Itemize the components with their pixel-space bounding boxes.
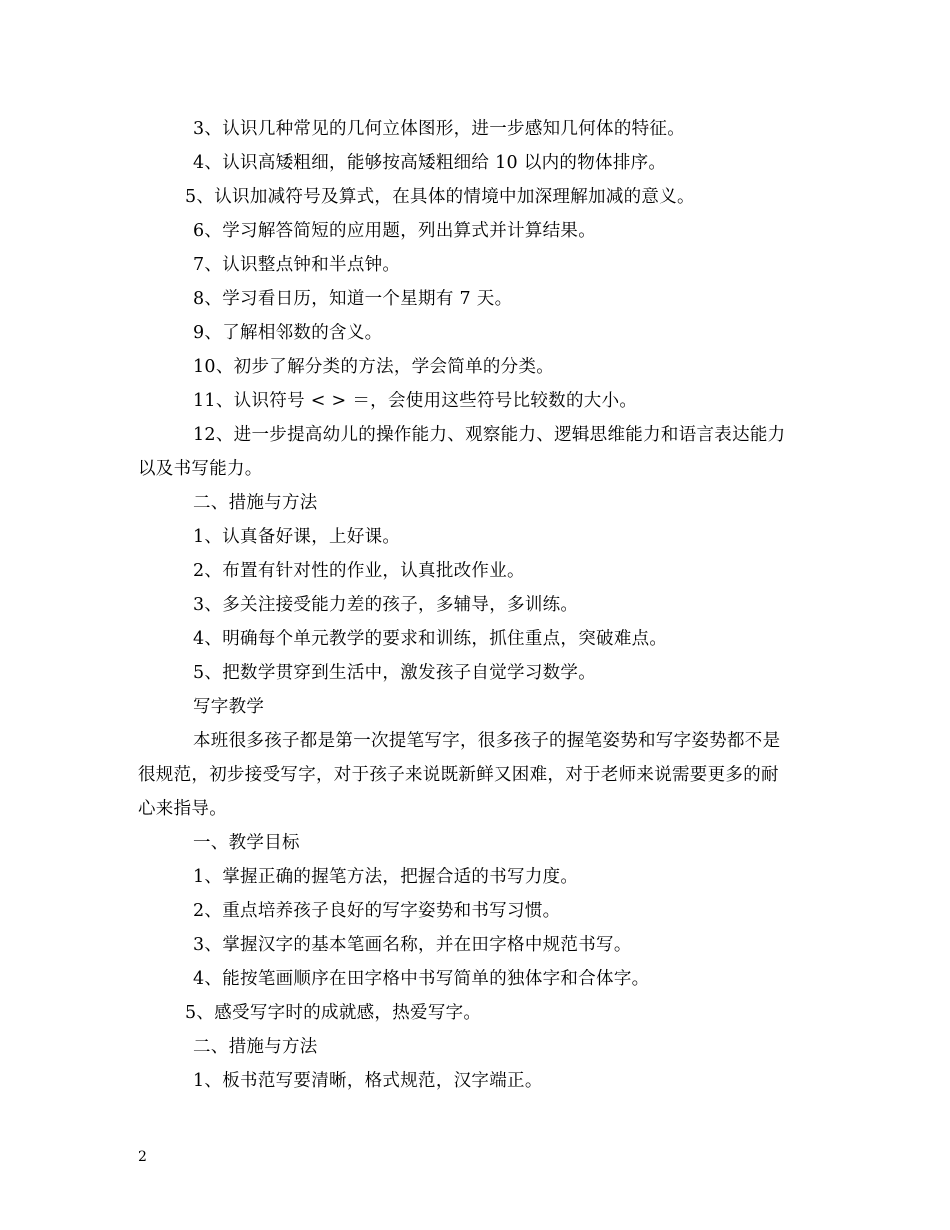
text-line: 6、学习解答简短的应用题，列出算式并计算结果。	[193, 221, 597, 241]
text-line: 5、认识加减符号及算式，在具体的情境中加深理解加减的意义。	[185, 187, 695, 207]
text-line: 5、感受写字时的成就感，热爱写字。	[185, 1003, 482, 1023]
section-heading: 一、教学目标	[193, 833, 300, 853]
text-line: 2、重点培养孩子良好的写字姿势和书写习惯。	[193, 901, 561, 921]
text-line: 12、进一步提高幼儿的操作能力、观察能力、逻辑思维能力和语言表达能力	[193, 425, 786, 445]
text-line: 5、把数学贯穿到生活中，激发孩子自觉学习数学。	[193, 663, 597, 683]
text-line: 4、能按笔画顺序在田字格中书写简单的独体字和合体字。	[193, 969, 650, 989]
text-line: 心来指导。	[138, 799, 227, 819]
text-line: 11、认识符号 < > ＝，会使用这些符号比较数的大小。	[193, 391, 638, 411]
text-line: 1、认真备好课，上好课。	[193, 527, 401, 547]
text-line: 以及书写能力。	[138, 459, 263, 479]
section-heading: 二、措施与方法	[193, 1037, 318, 1057]
text-line: 4、明确每个单元教学的要求和训练，抓住重点，突破难点。	[193, 629, 668, 649]
text-line: 很规范，初步接受写字，对于孩子来说既新鲜又困难，对于老师来说需要更多的耐	[138, 765, 779, 785]
text-line: 2、布置有针对性的作业，认真批改作业。	[193, 561, 525, 581]
text-line: 3、掌握汉字的基本笔画名称，并在田字格中规范书写。	[193, 935, 632, 955]
text-line: 本班很多孩子都是第一次提笔写字，很多孩子的握笔姿势和写字姿势都不是	[193, 731, 781, 751]
text-line: 1、板书范写要清晰，格式规范，汉字端正。	[193, 1071, 543, 1091]
section-heading: 写字教学	[193, 697, 265, 717]
text-line: 8、学习看日历，知道一个星期有 7 天。	[193, 289, 513, 309]
text-line: 3、多关注接受能力差的孩子，多辅导，多训练。	[193, 595, 579, 615]
text-line: 10、初步了解分类的方法，学会简单的分类。	[193, 357, 555, 377]
text-line: 1、掌握正确的握笔方法，把握合适的书写力度。	[193, 867, 579, 887]
page-number: 2	[138, 1149, 147, 1165]
text-line: 9、了解相邻数的含义。	[193, 323, 383, 343]
text-line: 3、认识几种常见的几何立体图形，进一步感知几何体的特征。	[193, 119, 686, 139]
text-line: 4、认识高矮粗细，能够按高矮粗细给 10 以内的物体排序。	[193, 153, 667, 173]
section-heading: 二、措施与方法	[193, 493, 318, 513]
text-line: 7、认识整点钟和半点钟。	[193, 255, 401, 275]
